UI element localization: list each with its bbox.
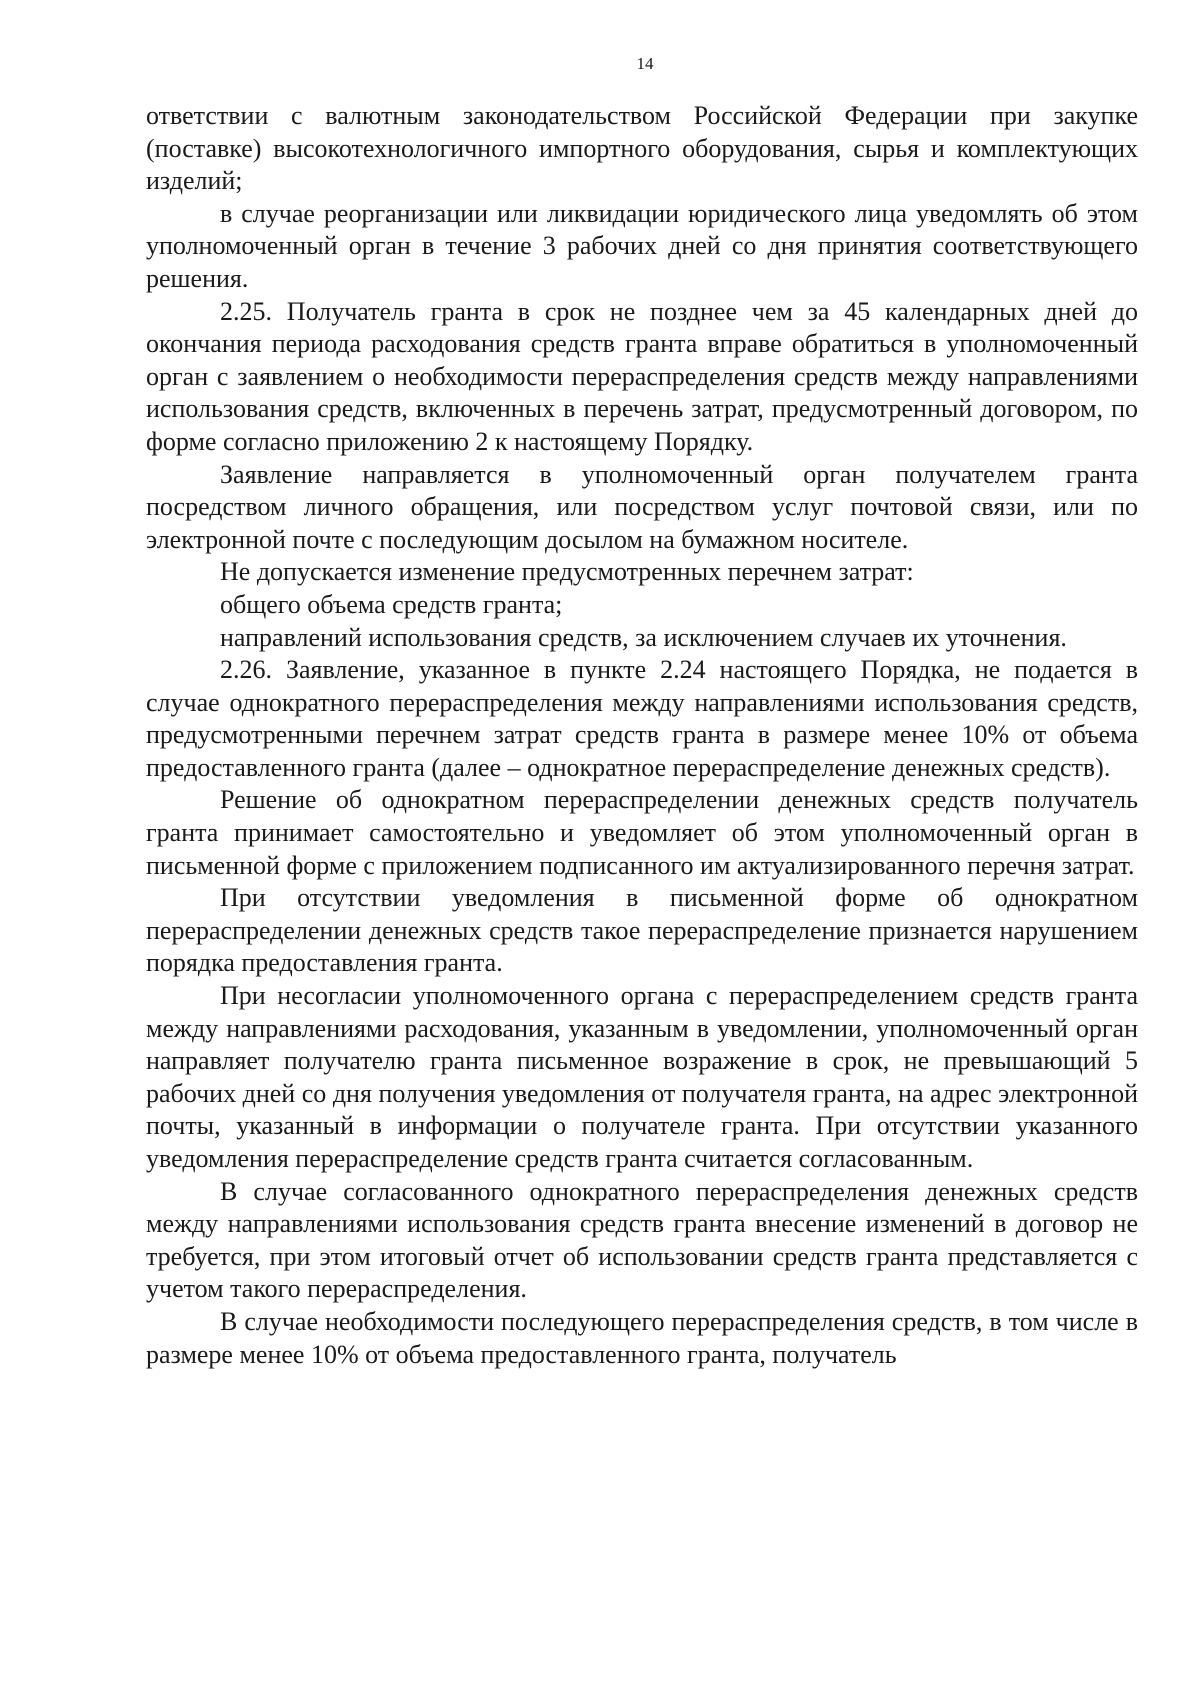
paragraph-12: В случае согласованного однократного перераспределения денежных средств между направлениями использования средств гранта внесение изменений в договор не требуется, при этом итоговый отчет об использовании средств гранта представляется с учетом такого перераспределения. xyxy=(146,1176,1138,1304)
paragraph-3: 2.25. Получатель гранта в срок не позднее чем за 45 календарных дней до окончания периода расходования средств гранта вправе обратиться в уполномоченный орган с заявлением о необходимости перераспределения средств между направлениями использования средств, включенных в перечень затрат, предусмотренный договором, по форме согласно приложению 2 к настоящему Порядку. xyxy=(146,296,1138,456)
paragraph-9: Решение об однократном перераспределении денежных средств получатель гранта принимает самостоятельно и уведомляет об этом уполномоченный орган в письменной форме с приложением подписанного им актуализированного перечня затрат. xyxy=(146,785,1138,880)
paragraph-8: 2.26. Заявление, указанное в пункте 2.24 настоящего Порядка, не подается в случае однократного перераспределения между направлениями использования средств, предусмотренными перечнем затрат средств гранта в размере менее 10% от объема предоставленного гранта (далее – однократное перераспределение денежных средств). xyxy=(146,655,1138,782)
paragraph-4: Заявление направляется в уполномоченный орган получателем гранта посредством личного обращения, или посредством услуг почтовой связи, или по электронной почте с последующим досылом на бумажном носителе. xyxy=(146,459,1138,554)
paragraph-7: направлений использования средств, за исключением случаев их уточнения. xyxy=(220,622,1067,652)
paragraph-1: ответствии с валютным законодательством Российской Федерации при закупке (поставке) высокотехнологичного импортного оборудования, сырья и комплектующих изделий; xyxy=(146,101,1138,196)
page-number: 14 xyxy=(636,54,654,73)
paragraph-13: В случае необходимости последующего перераспределения средств, в том числе в размере менее 10% от объема предоставленного гранта, получатель xyxy=(146,1306,1138,1369)
paragraph-5: Не допускается изменение предусмотренных перечнем затрат: xyxy=(220,557,914,587)
paragraph-2: в случае реорганизации или ликвидации юридического лица уведомлять об этом уполномоченный орган в течение 3 рабочих дней со дня принятия соответствующего решения. xyxy=(146,198,1138,293)
document-body xyxy=(146,100,1138,1371)
paragraph-10: При отсутствии уведомления в письменной форме об однократном перераспределении денежных средств такое перераспределение признается нарушением порядка предоставления гранта. xyxy=(146,883,1138,978)
paragraph-11: При несогласии уполномоченного органа с перераспределением средств гранта между направлениями расходования, указанным в уведомлении, уполномоченный орган направляет получателю гранта письменное возражение в срок, не превышающий 5 рабочих дней со дня получения уведомления от получателя гранта, на адрес электронной почты, указанный в информации о получателе гранта. При отсутствии указанного уведомления перераспределение средств гранта считается согласованным. xyxy=(146,981,1138,1173)
paragraph-6: общего объема средств гранта; xyxy=(220,589,563,619)
